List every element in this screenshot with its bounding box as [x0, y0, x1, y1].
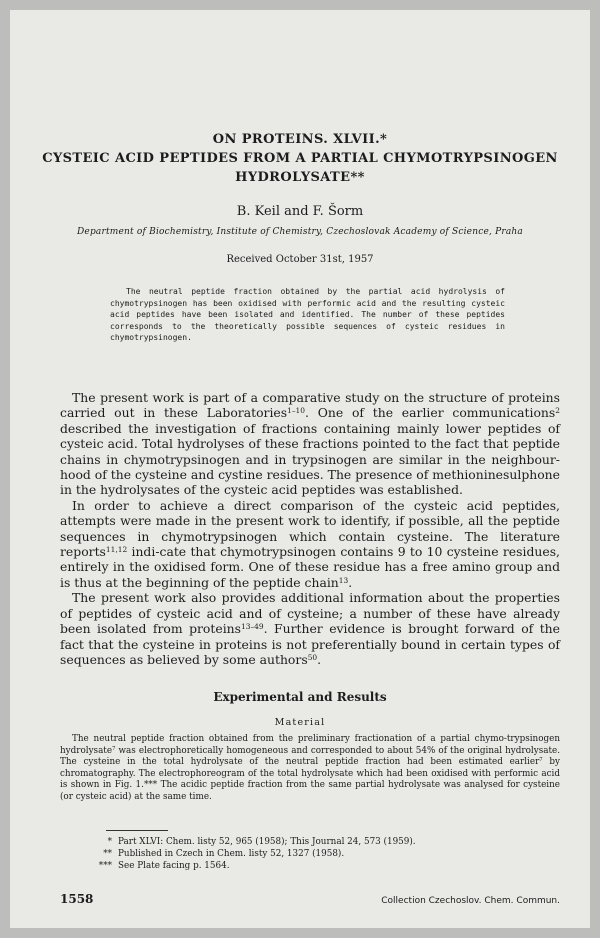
- title-line: ON PROTEINS. XLVII.*: [212, 132, 388, 147]
- body-text: [60, 390, 560, 667]
- footnote-text: See Plate facing p. 1564.: [118, 861, 230, 871]
- citation-superscript: 50: [307, 652, 318, 662]
- title-line: HYDROLYSATE**: [235, 170, 365, 185]
- citation-superscript: 13: [338, 575, 349, 585]
- title-line: CYSTEIC ACID PEPTIDES FROM A PARTIAL CHYMOTRYPSINOGEN: [42, 151, 558, 166]
- journal-name: Collection Czechoslov. Chem. Commun.: [381, 896, 560, 906]
- footnote: [60, 848, 560, 860]
- body-paragraph: The present work also provides additional information about the properties of peptides of cysteic acid and of cysteine; a number of these have already been isolated from proteins$^{13-49}$. Further evidence is brought forward of the fact that the cysteine in proteins is not preferentially bound in certain types of sequences as believed by some authors$^{50}$.: [60, 590, 560, 667]
- affiliation: Department of Biochemistry, Institute of Chemistry, Czechoslovak Academy of Science, Praha: [77, 227, 523, 237]
- body-paragraph: In order to achieve a direct comparison of the cysteic acid peptides, attempts were made in the present work to identify, if possible, all the peptide sequences in chymotrypsinogen which contain cysteine. The literature reports$^{11,12}$ indi-cate that chymotrypsinogen contains 9 to 10 cysteine residues, entirely in the oxidised form. One of these residue has a free amino group and is thus at the beginning of the peptide chain$^{13}$.: [60, 497, 560, 590]
- footnotes: [60, 836, 560, 872]
- paper-title: [10, 130, 590, 187]
- section-heading: Experimental and Results: [213, 690, 387, 704]
- footnote-mark: *: [107, 837, 112, 847]
- material-paragraph: The neutral peptide fraction obtained from the preliminary fractionation of a partial chymo-trypsinogen hydrolysate$^7$ was electrophoretically homogeneous and corresponded to about 54% of the original hydrolysate. The cysteine in the total hydrolysate of the neutral peptide fraction had been estimated earlier$^7$ by chromatography. The electrophoreogram of the total hydrolysate which had been oxidised with performic acid is shown in Fig. 1.*** The acidic peptide fraction from the same partial hydrolysate was analysed for cysteine (or cysteic acid) at the same time.: [60, 734, 560, 802]
- subsection-heading: Material: [274, 717, 326, 728]
- authors: B. Keil and F. Šorm: [236, 204, 364, 219]
- page-number: 1558: [60, 892, 94, 906]
- footnote: [60, 860, 560, 872]
- abstract: [110, 286, 505, 344]
- body-paragraph: The present work is part of a comparative study on the structure of proteins carried out in these Laboratories$^{1-10}$. One of the earlier communications$^2$ described the investigation of fractions containing mainly lower peptides of cysteic acid. Total hydrolyses of these fractions pointed to the fact that peptide chains in chymotrypsinogen and in trypsinogen are similar in the neighbour-hood of the cysteine and cystine residues. The presence of methioninesulphone in the hydrolysates of the cysteic acid peptides was established.: [60, 390, 561, 498]
- citation-superscript: 11,12: [105, 544, 128, 554]
- paper-page: [10, 10, 590, 928]
- footnote-mark: ***: [98, 861, 112, 871]
- footnote-rule: [106, 830, 168, 831]
- citation-superscript: 7: [539, 757, 543, 764]
- citation-superscript: 1–10: [287, 406, 306, 416]
- citation-superscript: 13–49: [241, 622, 264, 632]
- footnote-text: Published in Czech in Chem. listy 52, 1327 (1958).: [118, 849, 345, 859]
- material-section: [60, 734, 560, 804]
- footnote-text: Part XLVI: Chem. listy 52, 965 (1958); This Journal 24, 573 (1959).: [118, 837, 416, 847]
- received-date: Received October 31st, 1957: [226, 254, 374, 265]
- abstract-text: The neutral peptide fraction obtained by the partial acid hydrolysis of chymotrypsinogen has been oxidised with performic acid and the resulting cysteic acid peptides have been isolated and identified. The number of these peptides corresponds to the theoretically possible sequences of cysteic residues in chymotrypsinogen.: [110, 287, 505, 342]
- footnote: [60, 836, 560, 848]
- citation-superscript: 2: [555, 406, 561, 416]
- citation-superscript: 7: [112, 745, 116, 752]
- footnote-mark: **: [103, 849, 112, 859]
